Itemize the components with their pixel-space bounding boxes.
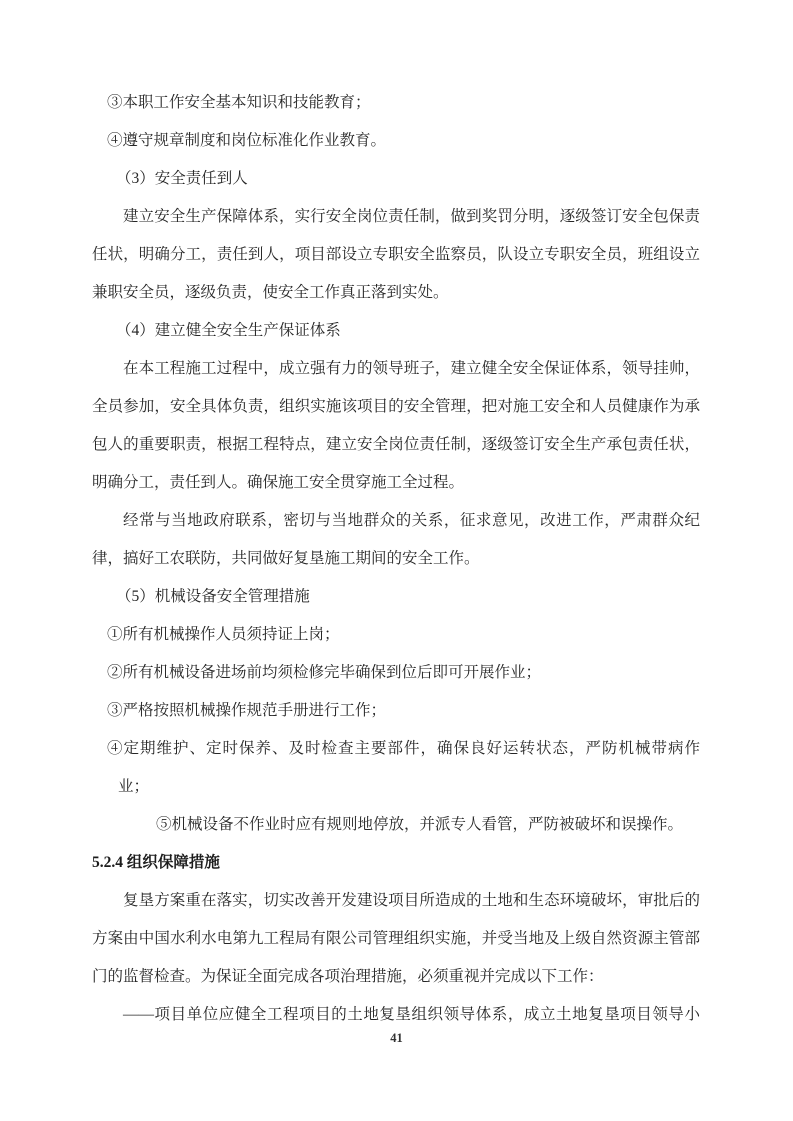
sub-heading: （5）机械设备安全管理措施: [116, 588, 310, 605]
text-line: ③严格按照机械操作规范手册进行工作；: [107, 702, 387, 719]
text-line: ——项目单位应健全工程项目的土地复垦组织领导体系，成立土地复垦项目领导小: [123, 1006, 700, 1023]
text-line: ①所有机械操作人员须持证上岗；: [107, 626, 340, 643]
page-number: 41: [390, 1031, 403, 1045]
text-line: 门的监督检查。为保证全面完成各项治理措施，必须重视并完成以下工作：: [92, 968, 604, 985]
text-line: ③本职工作安全基本知识和技能教育；: [107, 94, 371, 111]
text-line: 包人的重要职责，根据工程特点，建立安全岗位责任制，逐级签订安全生产承包责任状，: [92, 436, 700, 453]
text-line: ④定期维护、定时保养、及时检查主要部件，确保良好运转状态，严防机械带病作: [107, 740, 700, 757]
document-body: [92, 84, 700, 1034]
text-line: 建立安全生产保障体系，实行安全岗位责任制，做到奖罚分明，逐级签订安全包保责: [123, 208, 700, 225]
section-heading: 5.2.4 组织保障措施: [92, 854, 220, 871]
sub-heading: （4）建立健全安全生产保证体系: [116, 322, 341, 339]
text-line: 在本工程施工过程中，成立强有力的领导班子，建立健全安全保证体系，领导挂帅，: [123, 360, 700, 377]
text-line: ⑤机械设备不作业时应有规则地停放，并派专人看管，严防被破坏和误操作。: [156, 816, 684, 833]
text-line: 任状，明确分工，责任到人，项目部设立专职安全监察员，队设立专职安全员，班组设立: [92, 246, 700, 263]
text-line: 律，搞好工农联防，共同做好复垦施工期间的安全工作。: [92, 550, 480, 567]
text-line: ②所有机械设备进场前均须检修完毕确保到位后即可开展作业；: [107, 664, 542, 681]
sub-heading: （3）安全责任到人: [116, 170, 248, 187]
text-line: 全员参加，安全具体负责，组织实施该项目的安全管理，把对施工安全和人员健康作为承: [92, 398, 700, 415]
text-line: 方案由中国水利水电第九工程局有限公司管理组织实施，并受当地及上级自然资源主管部: [92, 930, 700, 947]
text-line: 兼职安全员，逐级负责，使安全工作真正落到实处。: [92, 284, 449, 301]
text-line: 经常与当地政府联系，密切与当地群众的关系，征求意见，改进工作，严肃群众纪: [123, 512, 700, 529]
text-line: 复垦方案重在落实，切实改善开发建设项目所造成的土地和生态环境破坏，审批后的: [123, 892, 700, 909]
text-line: 业；: [118, 778, 150, 795]
text-line: 明确分工，责任到人。确保施工安全贯穿施工全过程。: [92, 474, 465, 491]
text-line: ④遵守规章制度和岗位标准化作业教育。: [107, 132, 387, 149]
